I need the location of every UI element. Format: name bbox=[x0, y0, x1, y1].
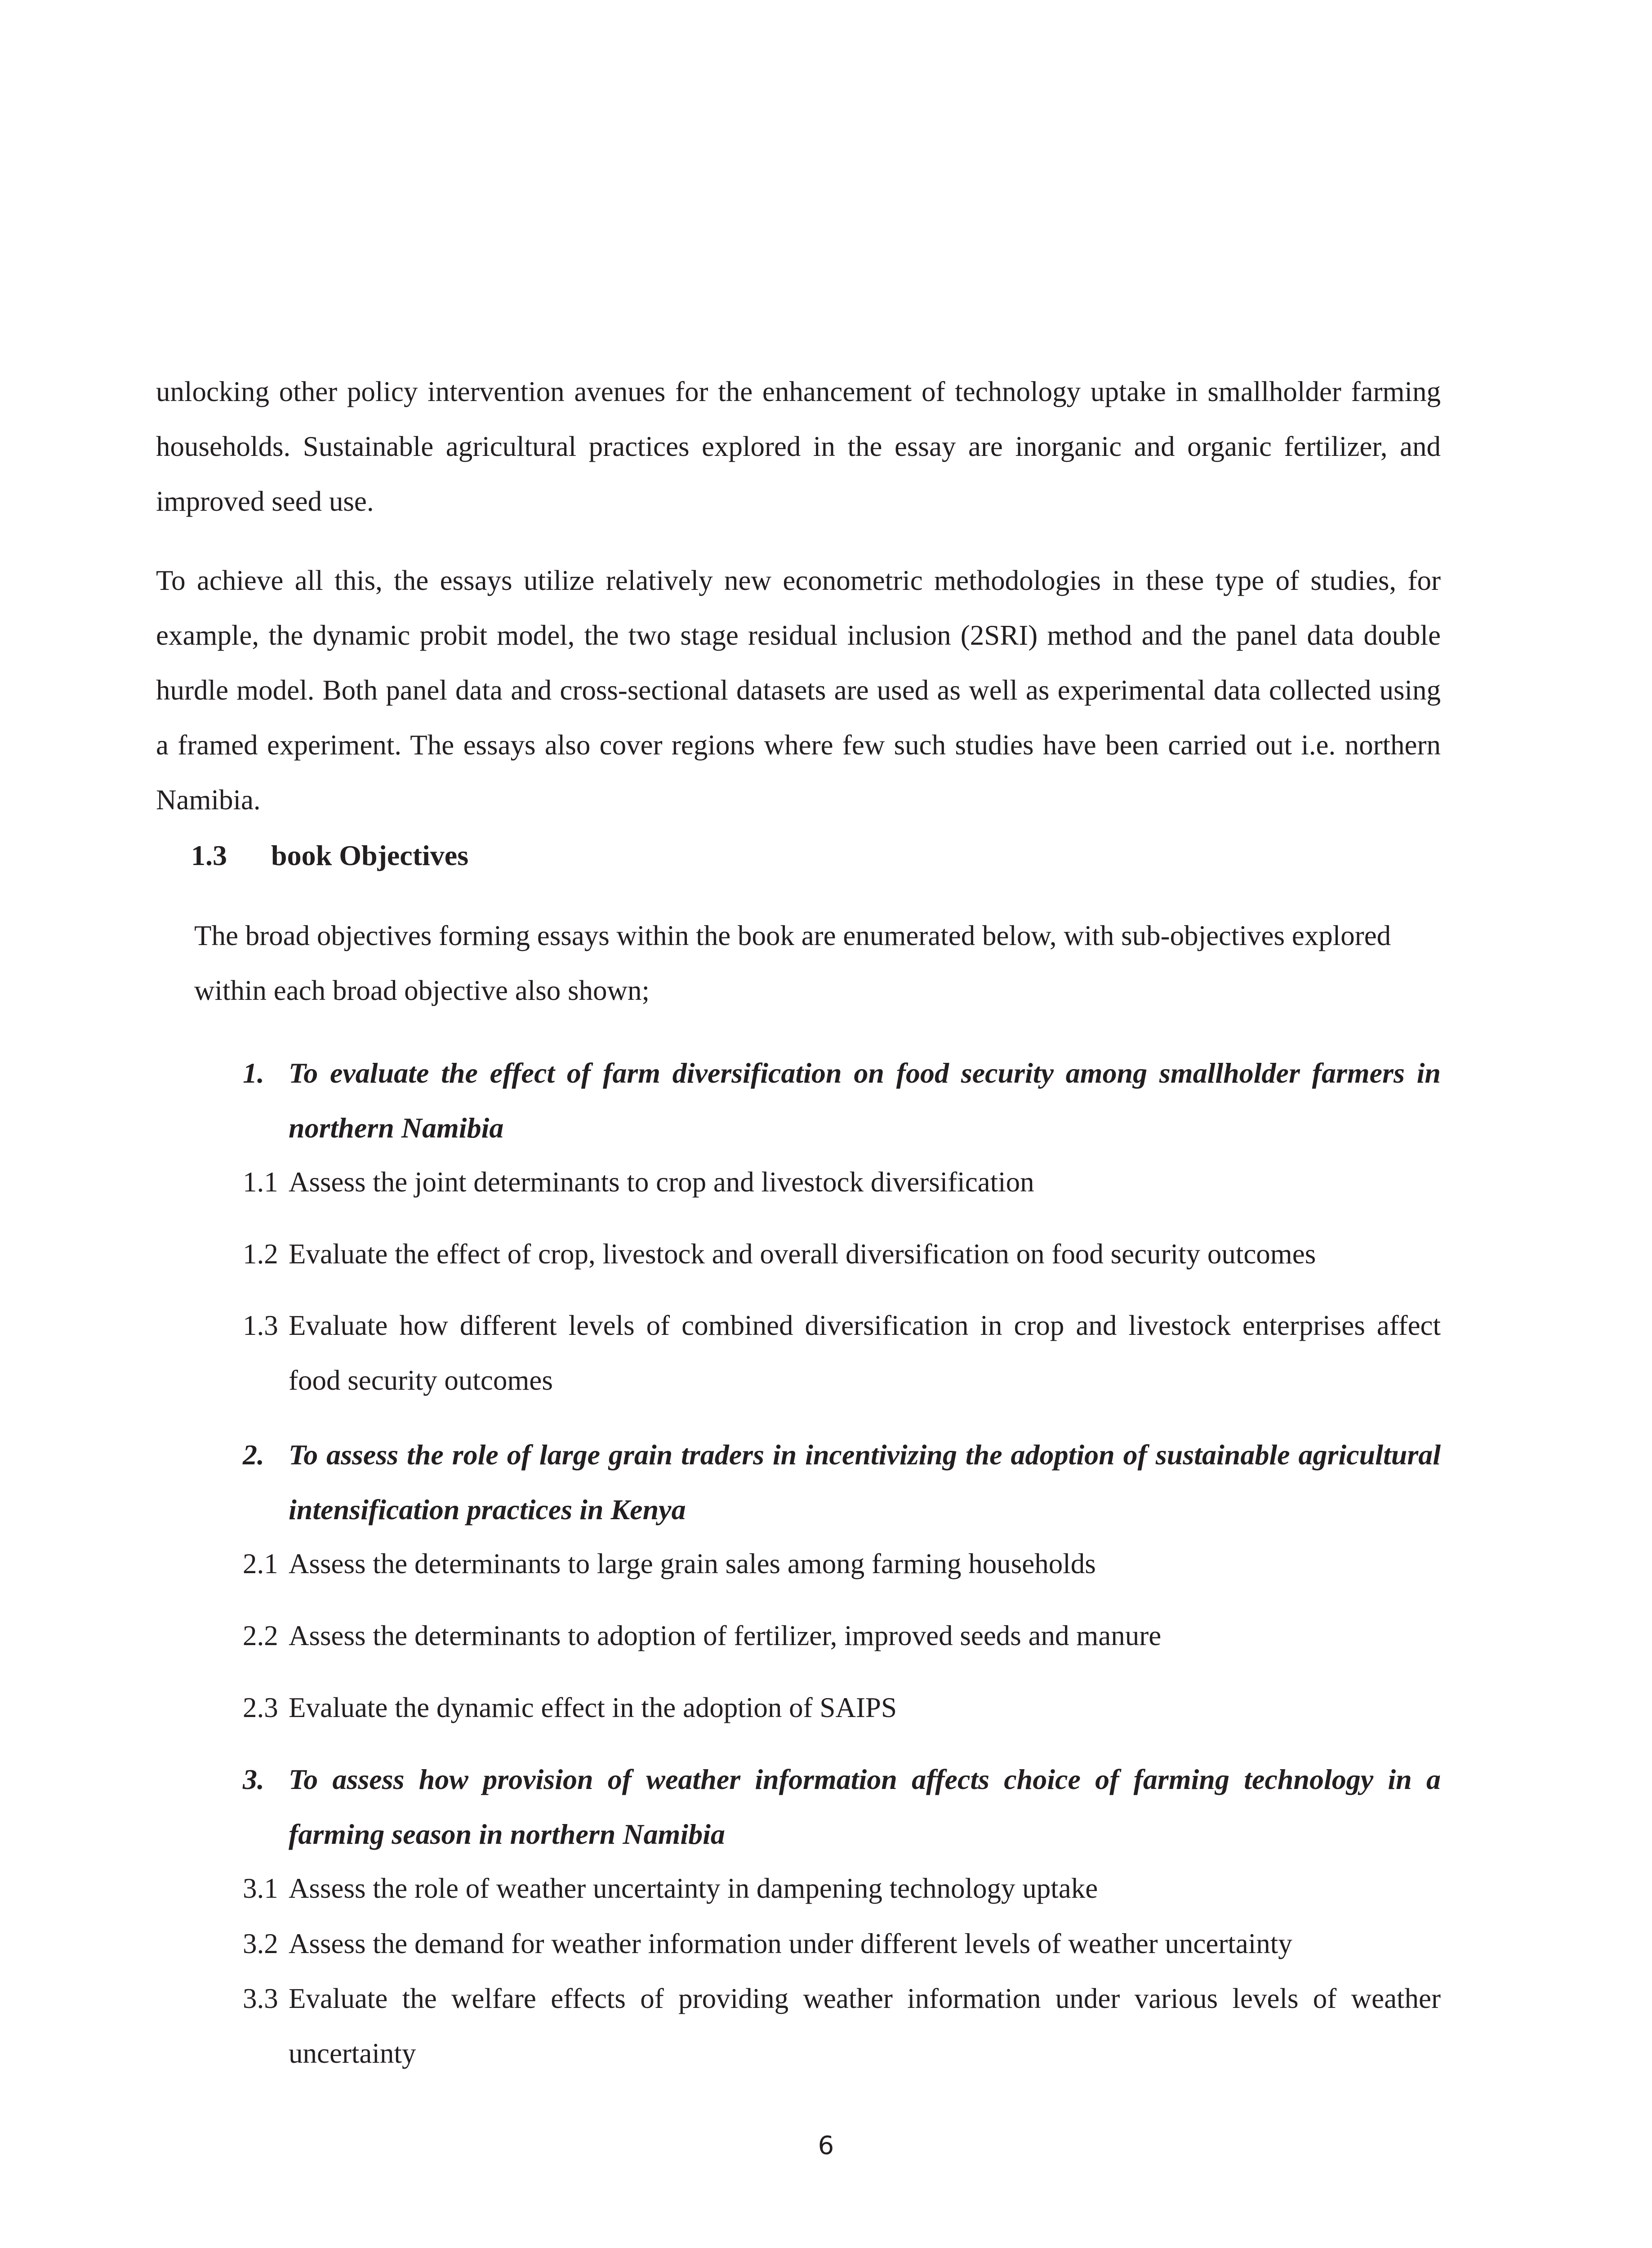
sub-objective-2-2 bbox=[243, 1608, 1441, 1663]
objective-1-title bbox=[243, 1046, 1441, 1155]
section-number: 1.3 bbox=[191, 839, 227, 871]
body-paragraph-1: unlocking other policy intervention avenues for the enhancement of technology uptake in smallholder farming households. Sustainable agricultural practices explored in the essay are inorganic and organic fertilizer, and improved seed use. bbox=[156, 376, 1441, 517]
body-paragraph-2: To achieve all this, the essays utilize relatively new econometric methodologies in these type of studies, for example, the dynamic probit model, the two stage residual inclusion (2SRI) method and the panel data double hurdle model. Both panel data and cross-sectional datasets are used as well as experimental data collected using a framed experiment. The essays also cover regions where few such studies have been carried out i.e. northern Namibia. bbox=[156, 565, 1441, 816]
sub-objective-3-3 bbox=[243, 1971, 1441, 2081]
sub-objective-1-1 bbox=[243, 1155, 1441, 1209]
sub-objective-number: 3.3 bbox=[243, 1983, 278, 2014]
sub-objective-1-3 bbox=[243, 1298, 1441, 1408]
sub-objective-number: 3.1 bbox=[243, 1873, 278, 1904]
sub-objective-text: Evaluate the dynamic effect in the adoption of SAIPS bbox=[289, 1692, 897, 1723]
sub-objective-number: 1.2 bbox=[243, 1238, 278, 1270]
section-heading bbox=[191, 839, 468, 872]
sub-objective-number: 1.1 bbox=[243, 1166, 278, 1198]
sub-objective-text: Evaluate how different levels of combined diversification in crop and livestock enterprises affect food security outcomes bbox=[289, 1310, 1441, 1396]
sub-objective-number: 2.1 bbox=[243, 1548, 278, 1579]
sub-objective-text: Assess the joint determinants to crop and livestock diversification bbox=[289, 1166, 1034, 1198]
sub-objective-text: Evaluate the welfare effects of providing weather information under various levels of weather uncertainty bbox=[289, 1983, 1441, 2069]
objective-text: To assess the role of large grain traders in incentivizing the adoption of sustainable agricultural intensification practices in Kenya bbox=[289, 1439, 1441, 1525]
objective-3-title bbox=[243, 1752, 1441, 1862]
section-intro: The broad objectives forming essays within the book are enumerated below, with sub-objectives explored within each broad objective also shown; bbox=[194, 920, 1391, 1006]
sub-objective-number: 2.3 bbox=[243, 1692, 278, 1723]
sub-objective-3-2 bbox=[243, 1916, 1441, 1971]
sub-objective-2-3 bbox=[243, 1680, 1441, 1735]
sub-objective-number: 1.3 bbox=[243, 1310, 278, 1341]
sub-objective-number: 2.2 bbox=[243, 1620, 278, 1651]
sub-objective-3-1 bbox=[243, 1861, 1441, 1916]
objective-number: 1. bbox=[243, 1057, 264, 1089]
sub-objective-1-2 bbox=[243, 1227, 1441, 1281]
section-title: book Objectives bbox=[271, 839, 469, 871]
sub-objective-text: Assess the role of weather uncertainty in dampening technology uptake bbox=[289, 1873, 1098, 1904]
sub-objective-text: Assess the demand for weather information under different levels of weather uncertainty bbox=[289, 1928, 1292, 1959]
objective-text: To evaluate the effect of farm diversification on food security among smallholder farmers in northern Namibia bbox=[289, 1057, 1441, 1144]
sub-objective-2-1 bbox=[243, 1536, 1441, 1591]
objective-2-title bbox=[243, 1427, 1441, 1537]
sub-objective-number: 3.2 bbox=[243, 1928, 278, 1959]
objective-text: To assess how provision of weather information affects choice of farming technology in a farming season in northern Namibia bbox=[289, 1763, 1441, 1850]
objective-number: 2. bbox=[243, 1439, 264, 1471]
page-number: 6 bbox=[818, 2131, 834, 2160]
sub-objective-text: Evaluate the effect of crop, livestock and overall diversification on food security outcomes bbox=[289, 1238, 1316, 1270]
sub-objective-text: Assess the determinants to adoption of fertilizer, improved seeds and manure bbox=[289, 1620, 1162, 1651]
sub-objective-text: Assess the determinants to large grain sales among farming households bbox=[289, 1548, 1096, 1579]
objective-number: 3. bbox=[243, 1763, 264, 1795]
